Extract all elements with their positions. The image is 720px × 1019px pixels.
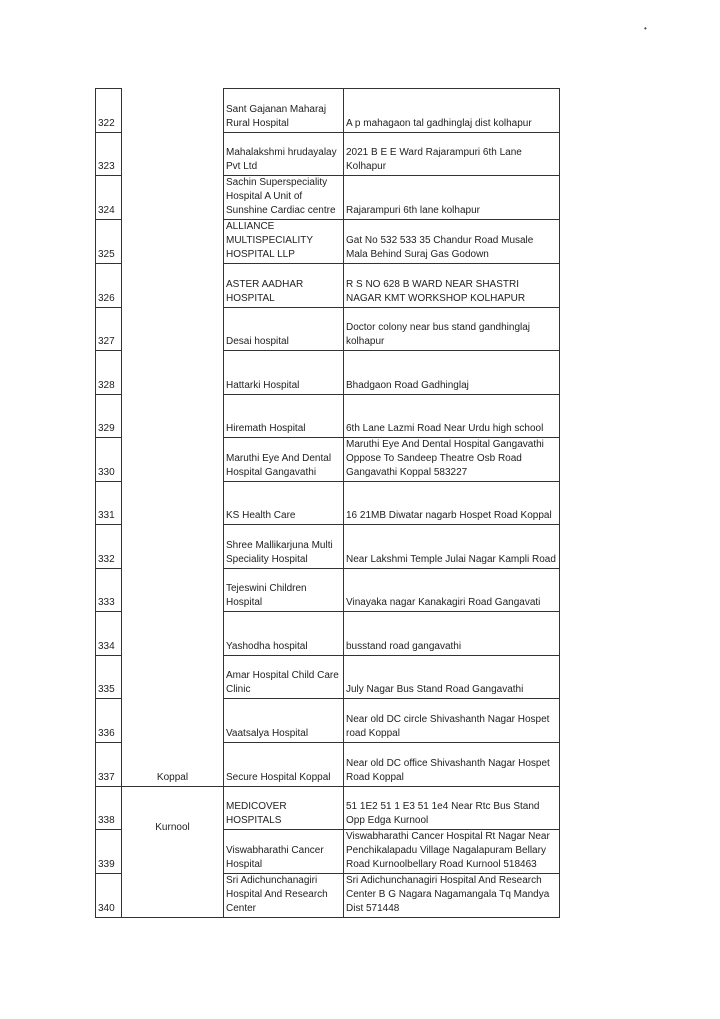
- row-number: 324: [96, 176, 122, 220]
- row-number: 330: [96, 438, 122, 482]
- hospital-name: ASTER AADHAR HOSPITAL: [224, 264, 344, 308]
- hospital-address: Near Lakshmi Temple Julai Nagar Kampli Road: [344, 525, 560, 569]
- row-number: 325: [96, 220, 122, 264]
- hospital-address: 2021 B E E Ward Rajarampuri 6th Lane Kolhapur: [344, 133, 560, 176]
- hospital-name: MEDICOVER HOSPITALS: [224, 787, 344, 830]
- row-number: 332: [96, 525, 122, 569]
- hospital-address: Bhadgaon Road Gadhinglaj: [344, 351, 560, 395]
- hospital-name: Sant Gajanan Maharaj Rural Hospital: [224, 89, 344, 133]
- hospital-name: Desai hospital: [224, 308, 344, 351]
- district-cell: [122, 89, 224, 438]
- hospital-address: A p mahagaon tal gadhinglaj dist kolhapur: [344, 89, 560, 133]
- hospital-address: Doctor colony near bus stand gandhinglaj kolhapur: [344, 308, 560, 351]
- row-number: 323: [96, 133, 122, 176]
- hospital-address: Near old DC circle Shivashanth Nagar Hospet road Koppal: [344, 699, 560, 743]
- hospital-table: [95, 88, 560, 918]
- row-number: 334: [96, 612, 122, 656]
- hospital-address: Maruthi Eye And Dental Hospital Gangavathi Oppose To Sandeep Theatre Osb Road Gangavathi Koppal 583227: [344, 438, 560, 482]
- hospital-address: Gat No 532 533 35 Chandur Road Musale Mala Behind Suraj Gas Godown: [344, 220, 560, 264]
- row-number: 322: [96, 89, 122, 133]
- row-number: 326: [96, 264, 122, 308]
- hospital-address: Vinayaka nagar Kanakagiri Road Gangavati: [344, 569, 560, 612]
- row-number: 331: [96, 482, 122, 525]
- hospital-name: Maruthi Eye And Dental Hospital Gangavathi: [224, 438, 344, 482]
- row-number: 328: [96, 351, 122, 395]
- hospital-address: 6th Lane Lazmi Road Near Urdu high school: [344, 395, 560, 438]
- hospital-name: Shree Mallikarjuna Multi Speciality Hospital: [224, 525, 344, 569]
- hospital-name: Tejeswini Children Hospital: [224, 569, 344, 612]
- scan-speck: •: [644, 24, 647, 33]
- row-number: 327: [96, 308, 122, 351]
- hospital-address: Sri Adichunchanagiri Hospital And Research Center B G Nagara Nagamangala Tq Mandya Dist 571448: [344, 874, 560, 918]
- district-koppal: Koppal: [122, 438, 224, 787]
- hospital-address: 16 21MB Diwatar nagarb Hospet Road Koppal: [344, 482, 560, 525]
- hospital-name: Mahalakshmi hrudayalay Pvt Ltd: [224, 133, 344, 176]
- hospital-name: Vaatsalya Hospital: [224, 699, 344, 743]
- hospital-address: R S NO 628 B WARD NEAR SHASTRI NAGAR KMT WORKSHOP KOLHAPUR: [344, 264, 560, 308]
- hospital-address: Viswabharathi Cancer Hospital Rt Nagar Near Penchikalapadu Village Nagalapuram Bellary Road Kurnoolbellary Road Kurnool 518463: [344, 830, 560, 874]
- row-number: 338: [96, 787, 122, 830]
- hospital-name: KS Health Care: [224, 482, 344, 525]
- row-number: 337: [96, 743, 122, 787]
- hospital-name: Viswabharathi Cancer Hospital: [224, 830, 344, 874]
- hospital-name: Secure Hospital Koppal: [224, 743, 344, 787]
- hospital-name: Yashodha hospital: [224, 612, 344, 656]
- row-number: 335: [96, 656, 122, 699]
- row-number: 329: [96, 395, 122, 438]
- row-number: 340: [96, 874, 122, 918]
- hospital-address: 51 1E2 51 1 E3 51 1e4 Near Rtc Bus Stand Opp Edga Kurnool: [344, 787, 560, 830]
- hospital-name: Sachin Superspeciality Hospital A Unit of Sunshine Cardiac centre: [224, 176, 344, 220]
- hospital-name: ALLIANCE MULTISPECIALITY HOSPITAL LLP: [224, 220, 344, 264]
- hospital-name: Sri Adichunchanagiri Hospital And Research Center: [224, 874, 344, 918]
- hospital-name: Amar Hospital Child Care Clinic: [224, 656, 344, 699]
- hospital-address: Near old DC office Shivashanth Nagar Hospet Road Koppal: [344, 743, 560, 787]
- district-kurnool: Kurnool: [122, 787, 224, 918]
- hospital-name: Hattarki Hospital: [224, 351, 344, 395]
- row-number: 333: [96, 569, 122, 612]
- row-number: 339: [96, 830, 122, 874]
- table-row: [96, 787, 560, 830]
- table-row: [96, 438, 560, 482]
- hospital-address: busstand road gangavathi: [344, 612, 560, 656]
- row-number: 336: [96, 699, 122, 743]
- hospital-address: Rajarampuri 6th lane kolhapur: [344, 176, 560, 220]
- table-row: [96, 89, 560, 133]
- hospital-name: Hiremath Hospital: [224, 395, 344, 438]
- hospital-address: July Nagar Bus Stand Road Gangavathi: [344, 656, 560, 699]
